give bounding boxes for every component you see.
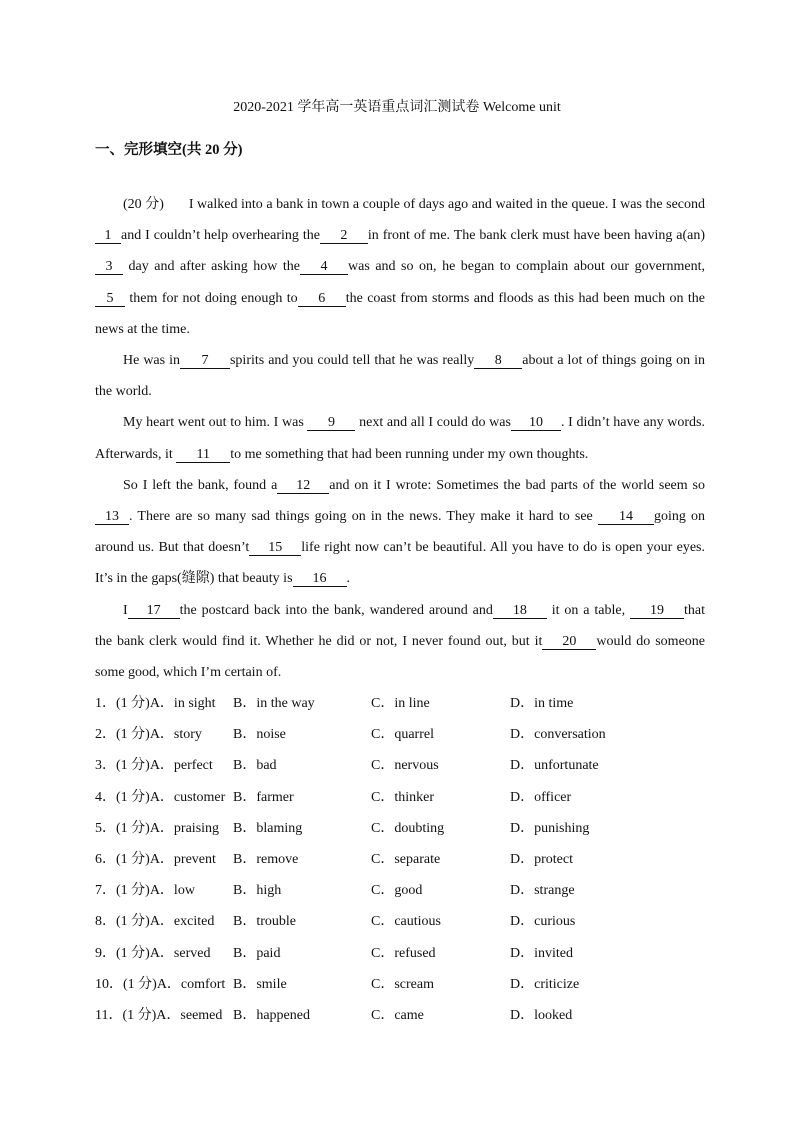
option-d: D．in time bbox=[510, 696, 574, 711]
option-a: 3．(1 分)A．perfect bbox=[95, 758, 213, 774]
blank-6: 6 bbox=[298, 291, 346, 307]
blank-11: 11 bbox=[176, 447, 230, 463]
question-row bbox=[95, 719, 705, 750]
question-row bbox=[95, 782, 705, 813]
option-a: 4．(1 分)A．customer bbox=[95, 789, 226, 805]
blank-14: 14 bbox=[598, 509, 654, 525]
option-b: B．blaming bbox=[233, 820, 303, 836]
question-row bbox=[95, 938, 705, 969]
option-d: D．curious bbox=[510, 914, 576, 930]
blank-17: 17 bbox=[128, 603, 180, 619]
option-b: B．paid bbox=[233, 945, 281, 961]
blank-2: 2 bbox=[320, 228, 368, 244]
option-a: 6．(1 分)A．prevent bbox=[95, 851, 216, 867]
paragraph-4: So I left the bank, found a 12 and on it I wrote: Sometimes the bad parts of the world seem so13 . There are so many sad things going on in the news. They make it hard to see 14 going on around us. But that doesn’t 15 life right now can’t be beautiful. All you have to do is open your eyes. It’s in the gaps(缝隙) that beauty is 16 . bbox=[95, 477, 706, 587]
blank-5: 5 bbox=[95, 291, 125, 307]
option-c: C．doubting bbox=[371, 820, 445, 836]
option-c: C．came bbox=[371, 1007, 424, 1023]
paragraph-5: I 17 the postcard back into the bank, wandered around and 18 it on a table, 19 that the bank clerk would find it. Whether he did or not, I never found out, but it 20 would do someone some good, which I’m certain of. bbox=[95, 602, 706, 681]
option-a: 2．(1 分)A．story bbox=[95, 727, 202, 743]
question-row bbox=[95, 906, 705, 937]
option-b: B．remove bbox=[233, 851, 299, 867]
blank-3: 3 bbox=[95, 259, 123, 275]
question-row bbox=[95, 1000, 705, 1031]
option-c: C．in line bbox=[371, 696, 430, 711]
question-row bbox=[95, 969, 705, 1000]
option-c: C．separate bbox=[371, 851, 441, 867]
option-d: D．unfortunate bbox=[510, 758, 599, 774]
option-b: B．trouble bbox=[233, 914, 296, 930]
option-a: 11．(1 分)A．seemed bbox=[95, 1007, 223, 1023]
option-c: C．scream bbox=[371, 976, 434, 992]
paragraph-3: My heart went out to him. I was 9 next and all I could do was 10 . I didn’t have any words. Afterwards, it 11 to me something that had been running under my own thoughts. bbox=[95, 415, 705, 462]
paragraph-2: He was in 7 spirits and you could tell that he was really 8 about a lot of things going on in the world. bbox=[95, 353, 705, 400]
option-b: B．farmer bbox=[233, 789, 294, 805]
option-d: D．strange bbox=[510, 883, 575, 899]
option-c: C．thinker bbox=[371, 789, 434, 805]
option-d: D．invited bbox=[510, 945, 573, 961]
blank-19: 19 bbox=[630, 603, 684, 619]
option-b: B．in the way bbox=[233, 696, 315, 711]
blank-1: 1 bbox=[95, 228, 121, 244]
question-row bbox=[95, 688, 705, 719]
option-a: 5．(1 分)A．praising bbox=[95, 820, 220, 836]
page-title: 2020-2021 学年高一英语重点词汇测试卷 Welcome unit bbox=[233, 100, 561, 115]
option-d: D．officer bbox=[510, 789, 572, 805]
option-a: 8．(1 分)A．excited bbox=[95, 914, 215, 930]
option-c: C．cautious bbox=[371, 914, 441, 930]
option-a: 10．(1 分)A．comfort bbox=[95, 976, 226, 992]
option-d: D．looked bbox=[510, 1007, 573, 1023]
blank-18: 18 bbox=[493, 603, 547, 619]
option-b: B．smile bbox=[233, 976, 287, 992]
option-d: D．criticize bbox=[510, 976, 580, 992]
option-d: D．punishing bbox=[510, 820, 590, 836]
option-b: B．high bbox=[233, 883, 282, 899]
option-d: D．conversation bbox=[510, 727, 606, 743]
blank-15: 15 bbox=[249, 540, 301, 556]
blank-20: 20 bbox=[542, 634, 596, 650]
option-a: 1．(1 分)A．in sight bbox=[95, 696, 216, 711]
question-row bbox=[95, 750, 705, 781]
question-row bbox=[95, 813, 705, 844]
paragraph-1: (20 分) I walked into a bank in town a couple of days ago and waited in the queue. I was the second 1 and I couldn’t help overhearing the 2 in front of me. The bank clerk must have been having a(an) 3 day and after asking how the 4 was and so on, he began to complain about our government, 5 them for not doing enough to 6 the coast from storms and floods as this had been much on the news at the time. bbox=[95, 197, 706, 337]
blank-9: 9 bbox=[307, 415, 355, 431]
option-c: C．nervous bbox=[371, 758, 439, 774]
cloze-passage bbox=[95, 189, 705, 688]
option-c: C．good bbox=[371, 883, 423, 899]
blank-12: 12 bbox=[277, 478, 329, 494]
blank-8: 8 bbox=[474, 353, 522, 369]
option-c: C．quarrel bbox=[371, 727, 434, 743]
question-row bbox=[95, 875, 705, 906]
blank-13: 13 bbox=[95, 509, 129, 525]
section-heading: 一、完形填空(共 20 分) bbox=[95, 142, 243, 158]
option-b: B．noise bbox=[233, 727, 286, 743]
option-b: B．bad bbox=[233, 758, 277, 774]
option-b: B．happened bbox=[233, 1007, 310, 1023]
blank-10: 10 bbox=[511, 415, 561, 431]
blank-7: 7 bbox=[180, 353, 230, 369]
blank-4: 4 bbox=[300, 259, 348, 275]
question-row bbox=[95, 844, 705, 875]
score-label: (20 分) bbox=[123, 197, 164, 212]
blank-16: 16 bbox=[293, 571, 347, 587]
option-d: D．protect bbox=[510, 851, 573, 867]
option-a: 9．(1 分)A．served bbox=[95, 945, 211, 961]
question-options bbox=[95, 688, 705, 1031]
option-c: C．refused bbox=[371, 945, 436, 961]
option-a: 7．(1 分)A．low bbox=[95, 883, 195, 899]
